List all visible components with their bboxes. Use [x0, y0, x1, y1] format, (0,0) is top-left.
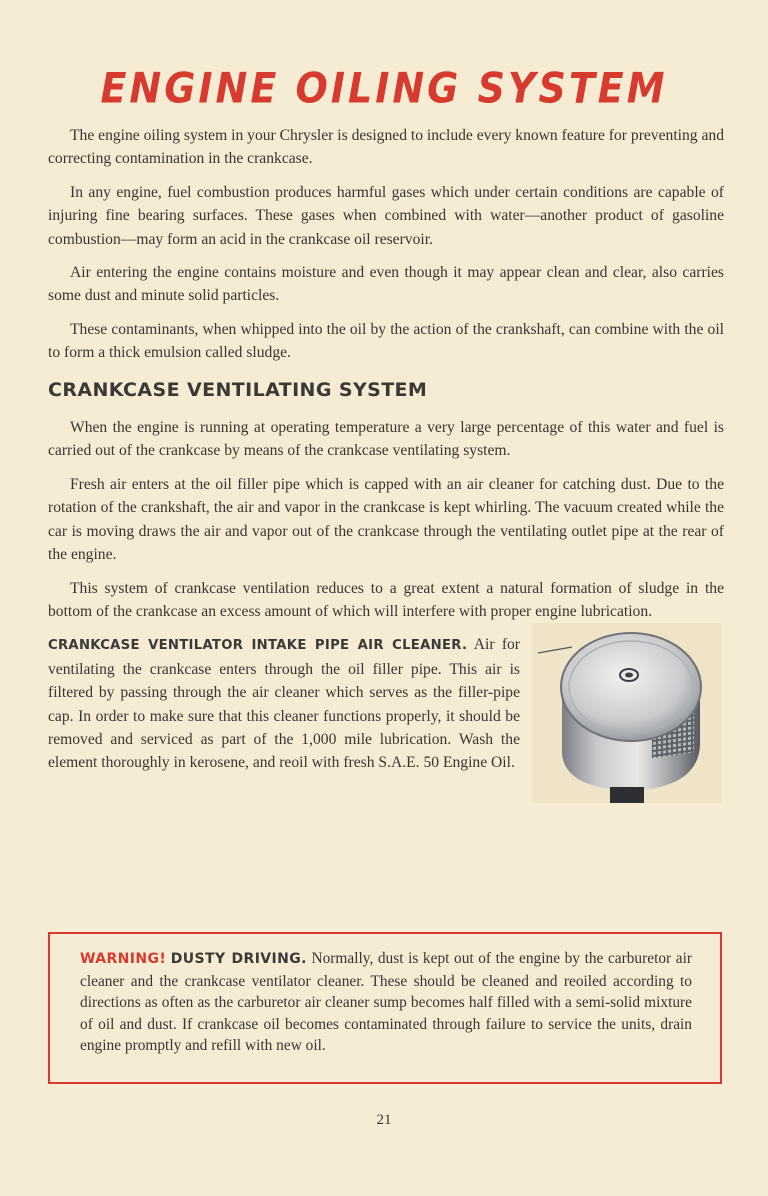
warning-text-block [80, 948, 692, 1057]
air-cleaner-section [48, 633, 724, 809]
body-text [48, 124, 724, 809]
warning-label: WARNING! [80, 951, 167, 967]
page-number: 21 [376, 1112, 392, 1128]
section-paragraph-2: Fresh air enters at the oil filler pipe which is capped with an air cleaner for catching dust. Due to the rotation of the crankshaft, the air and vapor in the crankcase is kept whirling. The vacuum created while the car is moving draws the air and vapor out of the crankcase through the ventilating outlet pipe at the rear of the engine. [48, 475, 724, 564]
section-paragraph-3: This system of crankcase ventilation reduces to a great extent a natural formation of sludge in the bottom of the crankcase an excess amount of which will interfere with proper engine lubrication. [48, 579, 724, 620]
air-cleaner-text: Air for ventilating the crankcase enters through the oil filler pipe. This air is filtered by passing through the air cleaner which serves as the filler-pipe cap. In order to make sure that this cleaner functions properly, it should be removed and serviced as part of the 1,000 mile lubrication. Wash the element thoroughly in kerosene, and reoil with fresh S.A.E. 50 Engine Oil. [48, 636, 521, 772]
intro-paragraph-4: These contaminants, when whipped into the oil by the action of the crankshaft, can combine with the oil to form a thick emulsion called sludge. [48, 320, 724, 362]
intro-paragraph-2: In any engine, fuel combustion produces harmful gases which under certain conditions are capable of injuring fine bearing surfaces. These gases when combined with water—another product of gasoline combustion—may form an acid in the crankcase oil reservoir. [48, 183, 724, 248]
section-heading: CRANKCASE VENTILATING SYSTEM [48, 378, 428, 401]
warning-box [48, 932, 722, 1084]
air-cleaner-heading: CRANKCASE VENTILATOR INTAKE PIPE AIR CLEANER. [48, 638, 468, 654]
air-cleaner-text-block [48, 633, 520, 774]
intro-paragraph-1: The engine oiling system in your Chrysler is designed to include every known feature for preventing and correcting contamination in the crankcase. [48, 127, 724, 168]
page-title: ENGINE OILING SYSTEM [100, 63, 668, 113]
air-cleaner-photo [532, 623, 722, 803]
intro-paragraph-3: Air entering the engine contains moisture and even though it may appear clean and clear, also carries some dust and minute solid particles. [48, 264, 724, 305]
section-paragraph-1: When the engine is running at operating temperature a very large percentage of this water and fuel is carried out of the crankcase by means of the crankcase ventilating system. [48, 419, 724, 460]
warning-text: Normally, dust is kept out of the engine by the carburetor air cleaner and the crankcase ventilator cleaner. These should be cleaned and reoiled according to directions as often as the carburetor air cleaner sump becomes half filled with a semi-solid mixture of oil and dust. If crankcase oil becomes contaminated through failure to service the units, drain engine promptly and refill with new oil. [80, 950, 692, 1055]
warning-heading: DUSTY DRIVING. [170, 951, 307, 967]
